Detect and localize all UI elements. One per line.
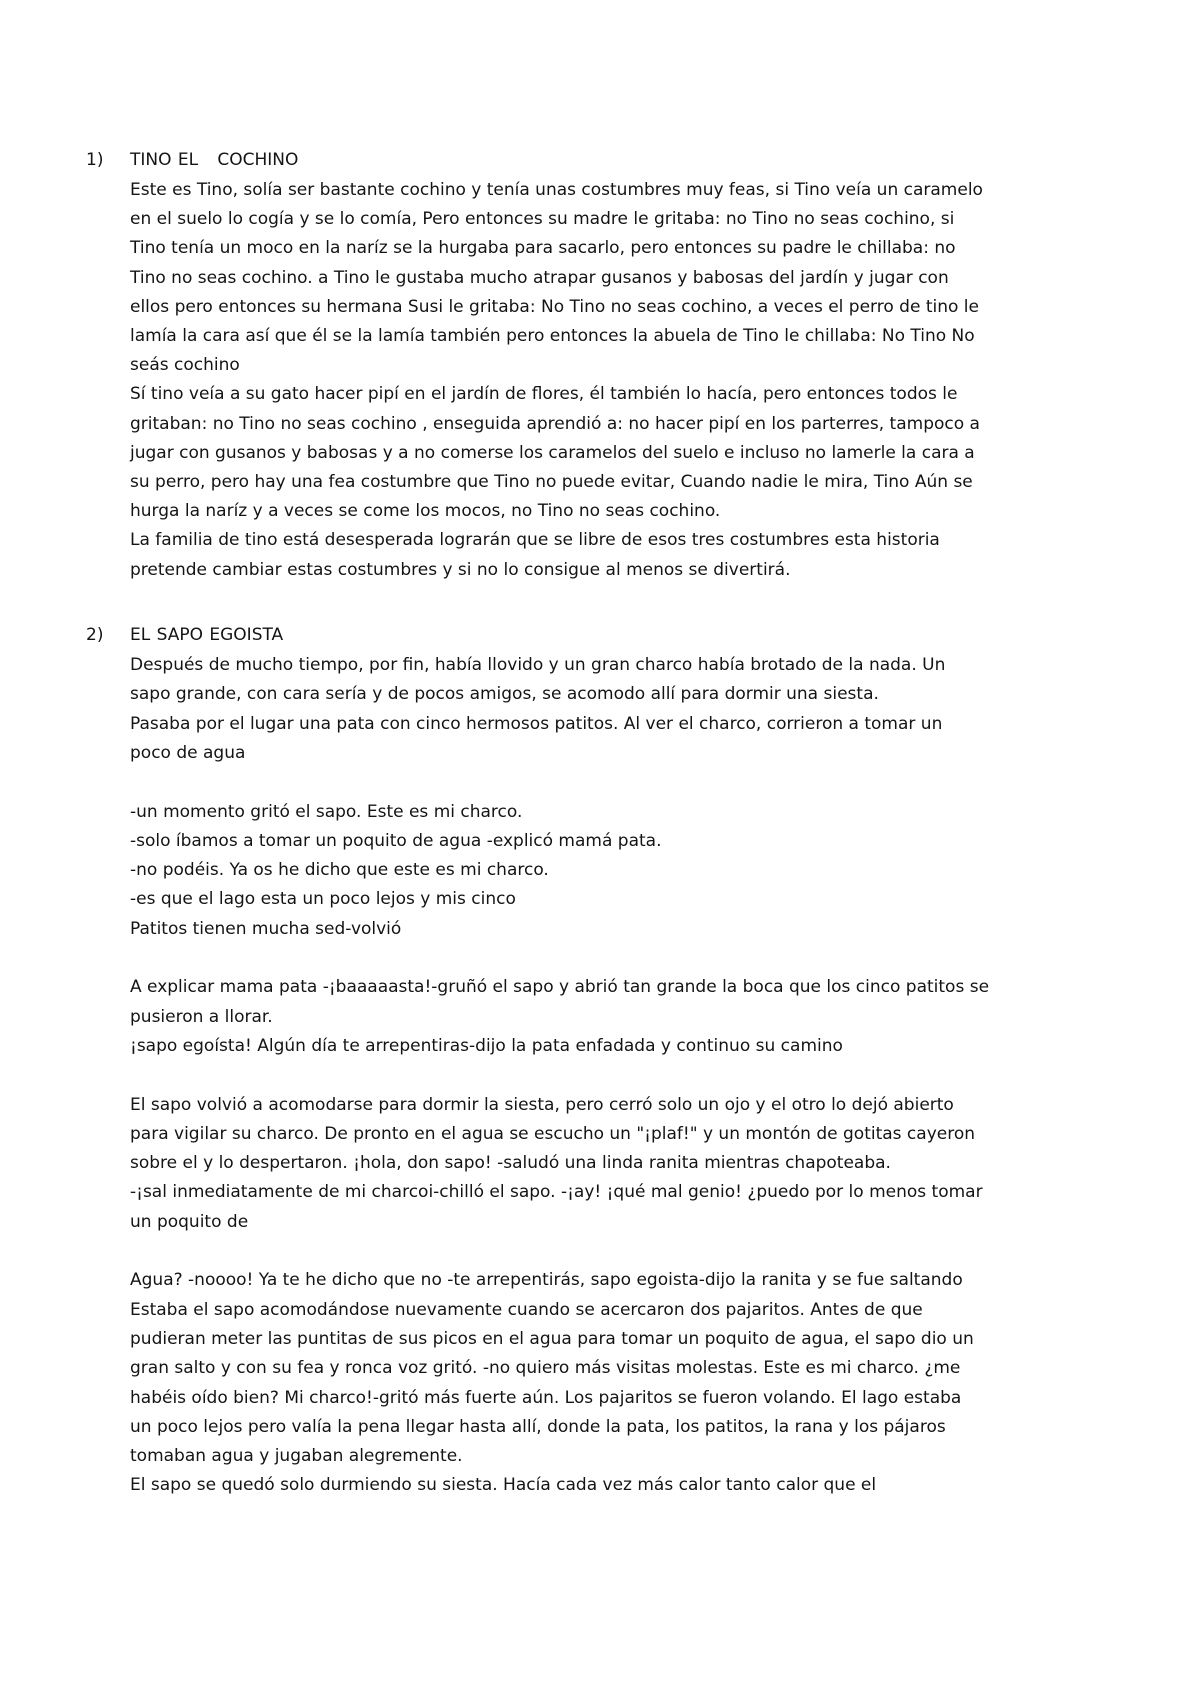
text-line: su perro, pero hay una fea costumbre que Tino no puede evitar, Cuando nadie le mira, Tino Aún se <box>130 472 973 492</box>
text-line: hurga la naríz y a veces se come los mocos, no Tino no seas cochino. <box>130 501 721 522</box>
text-line: -solo íbamos a tomar un poquito de agua -explicó mamá pata. <box>130 830 662 851</box>
text-line: pusieron a llorar. <box>130 1006 273 1027</box>
text-line: -es que el lago esta un poco lejos y mis cinco <box>130 889 516 910</box>
text-line: jugar con gusanos y babosas y a no comerse los caramelos del suelo e incluso no lamerle la cara a <box>130 442 975 463</box>
text-line: habéis oído bien? Mi charco!-gritó más fuerte aún. Los pajaritos se fueron volando. El lago estaba <box>130 1387 962 1408</box>
text-line: Tino no seas cochino. a Tino le gustaba mucho atrapar gusanos y babosas del jardín y jugar con <box>130 267 949 288</box>
text-line: poco de agua <box>130 742 246 763</box>
section-title: EL SAPO EGOISTA <box>130 625 284 645</box>
text-line: -¡sal inmediatamente de mi charcoi-chilló el sapo. -¡ay! ¡qué mal genio! ¿puedo por lo menos tomar <box>130 1182 983 1203</box>
text-line: La familia de tino está desesperada lograrán que se libre de esos tres costumbres esta historia <box>130 530 940 551</box>
text-line: lamía la cara así que él se la lamía también pero entonces la abuela de Tino le chillaba: No Tino No <box>130 326 975 346</box>
text-line: El sapo se quedó solo durmiendo su siesta. Hacía cada vez más calor tanto calor que el <box>130 1475 877 1496</box>
text-line: gran salto y con su fea y ronca voz gritó. -no quiero más visitas molestas. Este es mi charco. ¿me <box>130 1358 961 1379</box>
text-line: ¡sapo egoísta! Algún día te arrepentiras-dijo la pata enfadada y continuo su camino <box>130 1035 843 1056</box>
text-line: Este es Tino, solía ser bastante cochino y tenía unas costumbres muy feas, si Tino veía un caramelo <box>130 180 983 200</box>
text-line: pretende cambiar estas costumbres y si no lo consigue al menos se divertirá. <box>130 559 791 580</box>
text-line: Estaba el sapo acomodándose nuevamente cuando se acercaron dos pajaritos. Antes de que <box>130 1299 923 1320</box>
text-line: Después de mucho tiempo, por fin, había llovido y un gran charco había brotado de la nada. Un <box>130 655 946 675</box>
text-line: sobre el y lo despertaron. ¡hola, don sapo! -saludó una linda ranita mientras chapoteaba. <box>130 1153 891 1174</box>
section-number: 2) <box>86 625 104 645</box>
text-line: Sí tino veía a su gato hacer pipí en el jardín de flores, él también lo hacía, pero entonces todos le <box>130 384 958 405</box>
text-line: A explicar mama pata -¡baaaaasta!-gruñó el sapo y abrió tan grande la boca que los cinco patitos se <box>130 977 990 998</box>
section-number: 1) <box>86 150 104 170</box>
text-line: en el suelo lo cogía y se lo comía, Pero entonces su madre le gritaba: no Tino no seas cochino, si <box>130 209 955 230</box>
text-line: -un momento gritó el sapo. Este es mi charco. <box>130 801 523 822</box>
text-line: -no podéis. Ya os he dicho que este es mi charco. <box>130 860 549 881</box>
section-title: TINO EL COCHINO <box>130 150 299 170</box>
text-line: Pasaba por el lugar una pata con cinco hermosos patitos. Al ver el charco, corrieron a tomar un <box>130 713 943 734</box>
text-line: sapo grande, con cara sería y de pocos amigos, se acomodo allí para dormir una siesta. <box>130 684 879 705</box>
text-line: El sapo volvió a acomodarse para dormir la siesta, pero cerró solo un ojo y el otro lo dejó abierto <box>130 1094 954 1115</box>
text-line: ellos pero entonces su hermana Susi le gritaba: No Tino no seas cochino, a veces el perro de tino le <box>130 296 979 317</box>
text-line: un poco lejos pero valía la pena llegar hasta allí, donde la pata, los patitos, la rana y los pájaros <box>130 1416 946 1437</box>
text-line: un poquito de <box>130 1211 249 1232</box>
text-line: Patitos tienen mucha sed-volvió <box>130 918 402 939</box>
text-line: seás cochino <box>130 355 240 376</box>
text-line: para vigilar su charco. De pronto en el agua se escucho un "¡plaf!" y un montón de gotitas cayeron <box>130 1123 976 1144</box>
text-line: tomaban agua y jugaban alegremente. <box>130 1446 463 1467</box>
text-line: Agua? -noooo! Ya te he dicho que no -te arrepentirás, sapo egoista-dijo la ranita y se fue saltando <box>130 1270 963 1291</box>
text-line: gritaban: no Tino no seas cochino , enseguida aprendió a: no hacer pipí en los parterres, tampoco a <box>130 413 980 434</box>
text-line: Tino tenía un moco en la naríz se la hurgaba para sacarlo, pero entonces su padre le chillaba: no <box>130 238 956 259</box>
text-line: pudieran meter las puntitas de sus picos en el agua para tomar un poquito de agua, el sapo dio un <box>130 1328 974 1349</box>
